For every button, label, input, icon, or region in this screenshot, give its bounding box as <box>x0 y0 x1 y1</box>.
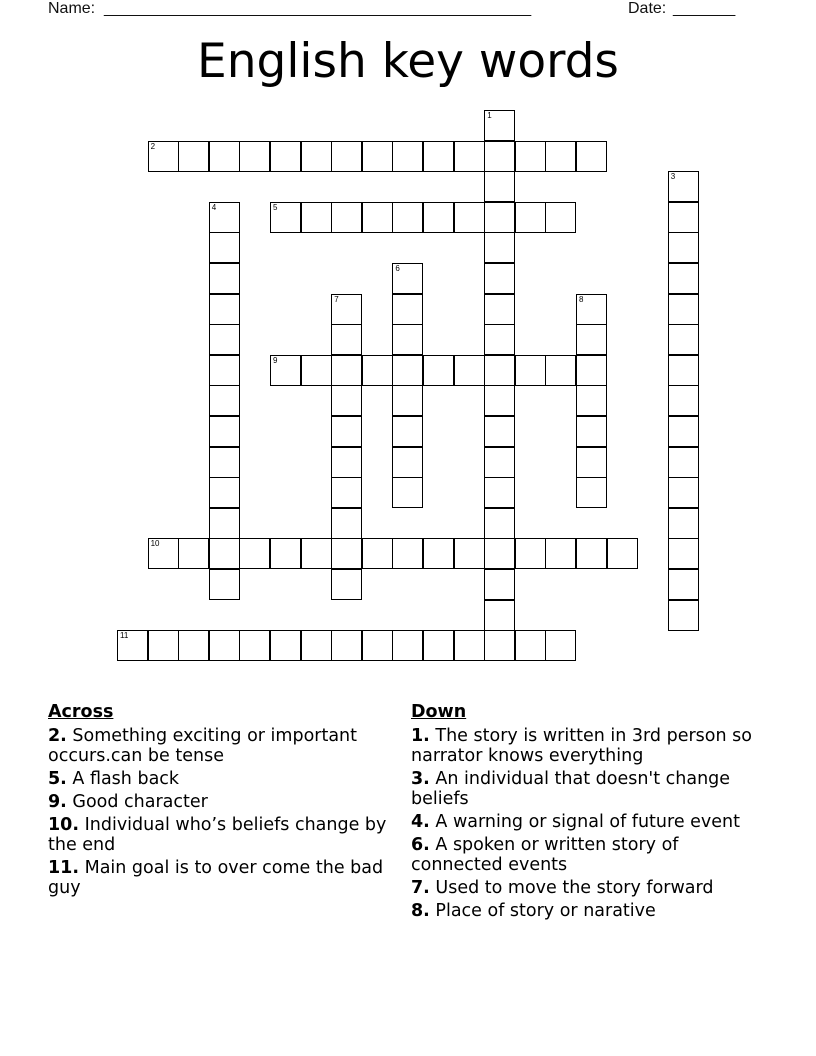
grid-cell[interactable] <box>209 477 240 508</box>
grid-cell[interactable] <box>209 385 240 416</box>
grid-cell[interactable] <box>362 630 393 661</box>
grid-cell[interactable] <box>668 232 699 263</box>
grid-cell[interactable] <box>484 232 515 263</box>
clue-text: Place of story or narative <box>435 901 656 921</box>
grid-cell[interactable] <box>454 355 485 386</box>
grid-cell[interactable] <box>668 385 699 416</box>
across-clue <box>48 792 388 812</box>
grid-cell[interactable] <box>454 538 485 569</box>
grid-cell[interactable] <box>148 538 179 569</box>
down-clue <box>411 726 771 766</box>
down-clues <box>411 702 771 924</box>
grid-cell[interactable] <box>362 538 393 569</box>
grid-cell[interactable] <box>668 538 699 569</box>
grid-cell[interactable] <box>545 630 576 661</box>
clue-text: Individual who’s beliefs change by the end <box>48 815 387 855</box>
across-clue <box>48 726 388 766</box>
clue-text: Used to move the story forward <box>435 878 714 898</box>
date-label: Date: <box>628 0 667 17</box>
across-heading: Across <box>48 702 114 722</box>
grid-cell[interactable] <box>484 263 515 294</box>
grid-cell[interactable] <box>484 447 515 478</box>
grid-cell[interactable] <box>117 630 148 661</box>
grid-cell[interactable] <box>270 630 301 661</box>
grid-cell[interactable] <box>484 508 515 539</box>
grid-cell[interactable] <box>576 385 607 416</box>
grid-cell[interactable] <box>392 294 423 325</box>
cell-number: 10 <box>150 539 160 549</box>
grid-cell[interactable] <box>484 355 515 386</box>
grid-cell[interactable] <box>392 263 423 294</box>
grid-cell[interactable] <box>484 385 515 416</box>
grid-cell[interactable] <box>331 355 362 386</box>
name-field[interactable]: ________________________________________________ <box>104 0 532 17</box>
grid-cell[interactable] <box>331 416 362 447</box>
grid-cell[interactable] <box>668 294 699 325</box>
clue-text: Good character <box>72 792 208 812</box>
grid-cell[interactable] <box>484 110 515 141</box>
across-clue <box>48 858 388 898</box>
grid-cell[interactable] <box>331 630 362 661</box>
grid-cell[interactable] <box>209 355 240 386</box>
grid-cell[interactable] <box>392 355 423 386</box>
clue-text: A flash back <box>72 769 180 789</box>
clue-number: 2. <box>48 726 67 746</box>
grid-cell[interactable] <box>331 447 362 478</box>
grid-cell[interactable] <box>392 324 423 355</box>
clue-number: 11. <box>48 858 80 878</box>
grid-cell[interactable] <box>515 355 546 386</box>
grid-cell[interactable] <box>331 569 362 600</box>
grid-cell[interactable] <box>515 141 546 172</box>
grid-cell[interactable] <box>484 141 515 172</box>
grid-cell[interactable] <box>331 538 362 569</box>
grid-cell[interactable] <box>270 202 301 233</box>
grid-cell[interactable] <box>362 355 393 386</box>
grid-cell[interactable] <box>454 630 485 661</box>
grid-cell[interactable] <box>576 416 607 447</box>
cell-number: 2 <box>150 141 156 151</box>
cell-number: 3 <box>670 172 676 182</box>
grid-cell[interactable] <box>362 202 393 233</box>
grid-cell[interactable] <box>576 294 607 325</box>
grid-cell[interactable] <box>545 202 576 233</box>
down-clue <box>411 901 771 921</box>
grid-cell[interactable] <box>362 141 393 172</box>
grid-cell[interactable] <box>209 232 240 263</box>
grid-cell[interactable] <box>545 538 576 569</box>
grid-cell[interactable] <box>484 538 515 569</box>
page-title: English key words <box>197 34 619 89</box>
down-heading: Down <box>411 702 467 722</box>
across-clues <box>48 702 388 901</box>
grid-cell[interactable] <box>301 141 332 172</box>
grid-cell[interactable] <box>392 447 423 478</box>
grid-cell[interactable] <box>668 447 699 478</box>
cell-number: 7 <box>334 294 339 304</box>
grid-cell[interactable] <box>484 600 515 631</box>
clue-text: A warning or signal of future event <box>435 812 740 832</box>
cell-number: 8 <box>579 294 584 304</box>
grid-cell[interactable] <box>239 630 270 661</box>
grid-cell[interactable] <box>668 569 699 600</box>
clue-number: 5. <box>48 769 67 789</box>
grid-cell[interactable] <box>454 141 485 172</box>
name-label: Name: <box>48 0 96 17</box>
grid-cell[interactable] <box>484 294 515 325</box>
grid-cell[interactable] <box>331 141 362 172</box>
clue-text: A spoken or written story of connected events <box>411 835 679 875</box>
grid-cell[interactable] <box>392 538 423 569</box>
grid-cell[interactable] <box>148 141 179 172</box>
grid-cell[interactable] <box>576 141 607 172</box>
grid-cell[interactable] <box>484 477 515 508</box>
grid-cell[interactable] <box>331 477 362 508</box>
grid-cell[interactable] <box>392 202 423 233</box>
grid-cell[interactable] <box>454 202 485 233</box>
across-clue <box>48 769 388 789</box>
grid-cell[interactable] <box>301 630 332 661</box>
clue-text: Main goal is to over come the bad guy <box>48 858 384 898</box>
grid-cell[interactable] <box>423 630 454 661</box>
grid-cell[interactable] <box>668 202 699 233</box>
grid-cell[interactable] <box>545 355 576 386</box>
grid-cell[interactable] <box>423 355 454 386</box>
grid-cell[interactable] <box>392 477 423 508</box>
grid-cell[interactable] <box>301 355 332 386</box>
clue-number: 3. <box>411 769 430 789</box>
cell-number: 1 <box>487 111 492 120</box>
grid-cell[interactable] <box>668 508 699 539</box>
grid-cell[interactable] <box>668 171 699 202</box>
grid-cell[interactable] <box>423 202 454 233</box>
grid-cell[interactable] <box>331 294 362 325</box>
clue-text: The story is written in 3rd person so narrator knows everything <box>411 726 752 766</box>
down-clue <box>411 769 771 809</box>
grid-cell[interactable] <box>484 416 515 447</box>
clue-number: 1. <box>411 726 430 746</box>
grid-cell[interactable] <box>178 630 209 661</box>
cell-number: 11 <box>120 631 129 641</box>
grid-cell[interactable] <box>515 202 546 233</box>
grid-cell[interactable] <box>515 630 546 661</box>
grid-cell[interactable] <box>484 630 515 661</box>
grid-cell[interactable] <box>668 263 699 294</box>
grid-cell[interactable] <box>668 355 699 386</box>
cell-number: 5 <box>273 202 278 212</box>
grid-cell[interactable] <box>576 538 607 569</box>
grid-cell[interactable] <box>209 508 240 539</box>
grid-cell[interactable] <box>209 538 240 569</box>
clue-text: Something exciting or important occurs.can be tense <box>48 726 358 766</box>
clue-text: An individual that doesn't change beliefs <box>411 769 731 809</box>
grid-cell[interactable] <box>209 202 240 233</box>
grid-cell[interactable] <box>148 630 179 661</box>
grid-cell[interactable] <box>576 355 607 386</box>
date-field[interactable]: _______ <box>673 0 736 17</box>
grid-cell[interactable] <box>668 416 699 447</box>
grid-cell[interactable] <box>301 538 332 569</box>
down-clue <box>411 835 771 875</box>
grid-cell[interactable] <box>331 324 362 355</box>
grid-cell[interactable] <box>209 569 240 600</box>
grid-cell[interactable] <box>392 416 423 447</box>
grid-cell[interactable] <box>209 416 240 447</box>
grid-cell[interactable] <box>668 324 699 355</box>
grid-cell[interactable] <box>239 538 270 569</box>
grid-cell[interactable] <box>209 447 240 478</box>
grid-cell[interactable] <box>209 630 240 661</box>
grid-cell[interactable] <box>392 141 423 172</box>
grid-cell[interactable] <box>515 538 546 569</box>
cell-number: 4 <box>211 202 217 212</box>
grid-cell[interactable] <box>668 600 699 631</box>
cell-number: 9 <box>273 355 278 365</box>
grid-cell[interactable] <box>484 202 515 233</box>
clue-number: 6. <box>411 835 430 855</box>
down-clue <box>411 812 771 832</box>
grid-cell[interactable] <box>392 385 423 416</box>
down-clue <box>411 878 771 898</box>
grid-cell[interactable] <box>607 538 638 569</box>
grid-cell[interactable] <box>331 202 362 233</box>
grid-cell[interactable] <box>209 294 240 325</box>
grid-cell[interactable] <box>484 569 515 600</box>
grid-cell[interactable] <box>209 324 240 355</box>
clue-number: 4. <box>411 812 430 832</box>
grid-cell[interactable] <box>331 508 362 539</box>
grid-cell[interactable] <box>209 141 240 172</box>
grid-cell[interactable] <box>484 324 515 355</box>
grid-cell[interactable] <box>576 324 607 355</box>
grid-cell[interactable] <box>178 538 209 569</box>
grid-cell[interactable] <box>270 141 301 172</box>
clue-number: 7. <box>411 878 430 898</box>
grid-cell[interactable] <box>270 355 301 386</box>
grid-cell[interactable] <box>392 630 423 661</box>
grid-cell[interactable] <box>270 538 301 569</box>
across-clue <box>48 815 388 855</box>
cell-number: 6 <box>395 264 400 273</box>
grid-cell[interactable] <box>209 263 240 294</box>
grid-cell[interactable] <box>423 141 454 172</box>
grid-cell[interactable] <box>239 141 270 172</box>
grid-cell[interactable] <box>331 385 362 416</box>
grid-cell[interactable] <box>545 141 576 172</box>
grid-cell[interactable] <box>576 477 607 508</box>
clue-number: 8. <box>411 901 430 921</box>
grid-cell[interactable] <box>576 447 607 478</box>
grid-cell[interactable] <box>178 141 209 172</box>
grid-cell[interactable] <box>484 171 515 202</box>
grid-cell[interactable] <box>668 477 699 508</box>
grid-cell[interactable] <box>301 202 332 233</box>
clue-number: 10. <box>48 815 80 835</box>
clue-number: 9. <box>48 792 67 812</box>
grid-cell[interactable] <box>423 538 454 569</box>
